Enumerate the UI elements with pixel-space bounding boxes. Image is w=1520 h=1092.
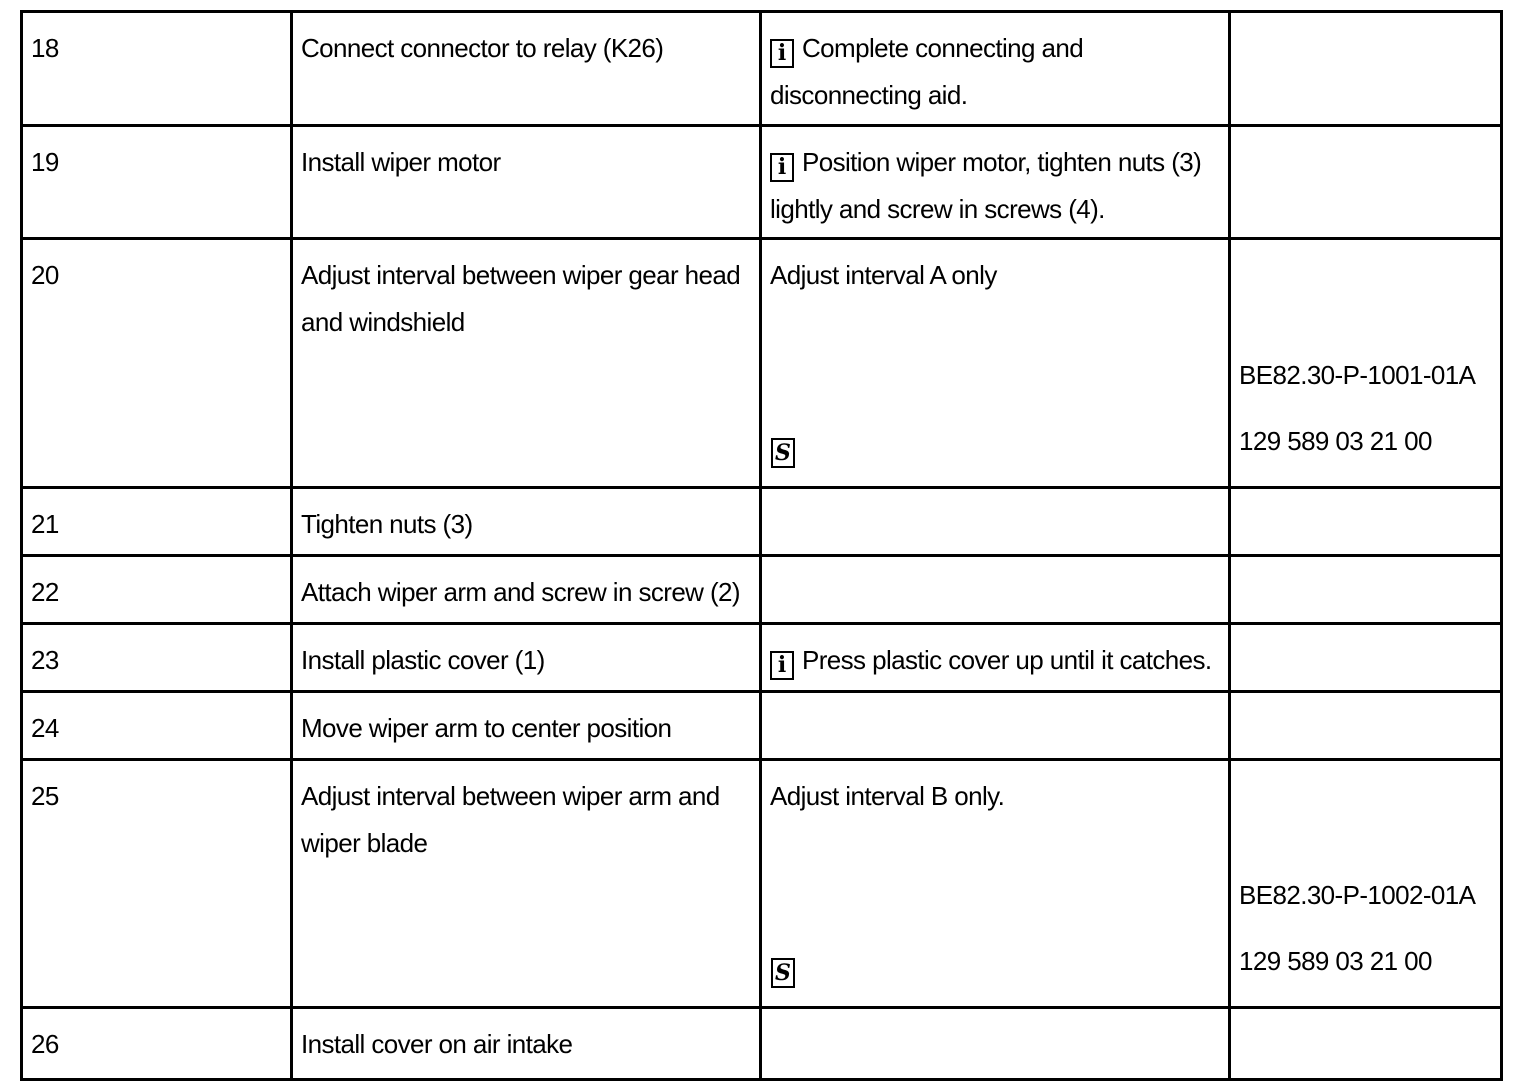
info-icon: i xyxy=(770,153,794,182)
table-row xyxy=(22,488,1502,556)
note-text: Position wiper motor, tighten nuts (3) lightly and screw in screws (4). xyxy=(770,147,1202,224)
info-icon: i xyxy=(770,39,794,68)
operation-cell xyxy=(292,12,761,126)
note-cell xyxy=(761,126,1230,239)
note-text: Adjust interval B only. xyxy=(770,781,1005,811)
step-number: 24 xyxy=(31,713,59,743)
note-cell xyxy=(761,624,1230,692)
note-cell xyxy=(761,1008,1230,1080)
operation-text: Tighten nuts (3) xyxy=(301,509,473,539)
step-number: 18 xyxy=(31,33,59,63)
reference-cell xyxy=(1230,556,1502,624)
step-number-cell xyxy=(22,239,292,488)
operation-text: Adjust interval between wiper gear head and windshield xyxy=(301,260,741,337)
reference-cell xyxy=(1230,239,1502,488)
table-row xyxy=(22,239,1502,488)
info-icon: i xyxy=(770,651,794,680)
note-cell xyxy=(761,239,1230,488)
note-cell xyxy=(761,760,1230,1008)
reference-cell xyxy=(1230,624,1502,692)
step-number: 25 xyxy=(31,781,59,811)
operation-text: Install cover on air intake xyxy=(301,1029,573,1059)
operation-cell xyxy=(292,624,761,692)
note-cell xyxy=(761,692,1230,760)
step-number-cell xyxy=(22,556,292,624)
step-number: 22 xyxy=(31,577,59,607)
table-row xyxy=(22,624,1502,692)
reference-cell xyxy=(1230,1008,1502,1080)
step-number-cell xyxy=(22,760,292,1008)
operation-cell xyxy=(292,760,761,1008)
table-row xyxy=(22,1008,1502,1080)
table-row xyxy=(22,126,1502,239)
operation-text: Adjust interval between wiper arm and wiper blade xyxy=(301,781,720,858)
table-row xyxy=(22,760,1502,1008)
operation-text: Install wiper motor xyxy=(301,147,501,177)
tool-icon: S xyxy=(771,958,795,988)
reference-cell xyxy=(1230,760,1502,1008)
operation-cell xyxy=(292,692,761,760)
reference-cell xyxy=(1230,692,1502,760)
step-number: 21 xyxy=(31,509,59,539)
operation-cell xyxy=(292,126,761,239)
note-cell xyxy=(761,12,1230,126)
note-text: Complete connecting and disconnecting aid. xyxy=(770,33,1084,110)
tool-part-number: 129 589 03 21 00 xyxy=(1239,426,1432,456)
step-number-cell xyxy=(22,488,292,556)
note-text: Adjust interval A only xyxy=(770,260,997,290)
step-number-cell xyxy=(22,692,292,760)
step-number: 26 xyxy=(31,1029,59,1059)
step-number: 20 xyxy=(31,260,59,290)
operation-text: Move wiper arm to center position xyxy=(301,713,672,743)
table-row xyxy=(22,692,1502,760)
operation-cell xyxy=(292,239,761,488)
tool-part-number: 129 589 03 21 00 xyxy=(1239,946,1432,976)
operation-cell xyxy=(292,1008,761,1080)
step-number-cell xyxy=(22,624,292,692)
table-row xyxy=(22,12,1502,126)
procedure-table xyxy=(20,10,1503,1081)
step-number-cell xyxy=(22,1008,292,1080)
operation-text: Attach wiper arm and screw in screw (2) xyxy=(301,577,740,607)
reference-code: BE82.30-P-1001-01A xyxy=(1239,360,1476,390)
note-cell xyxy=(761,488,1230,556)
table-row xyxy=(22,556,1502,624)
step-number-cell xyxy=(22,126,292,239)
operation-cell xyxy=(292,488,761,556)
step-number: 23 xyxy=(31,645,59,675)
step-number-cell xyxy=(22,12,292,126)
operation-text: Install plastic cover (1) xyxy=(301,645,545,675)
operation-cell xyxy=(292,556,761,624)
reference-cell xyxy=(1230,126,1502,239)
step-number: 19 xyxy=(31,147,59,177)
reference-cell xyxy=(1230,488,1502,556)
tool-icon: S xyxy=(771,438,795,468)
reference-cell xyxy=(1230,12,1502,126)
note-cell xyxy=(761,556,1230,624)
operation-text: Connect connector to relay (K26) xyxy=(301,33,664,63)
note-text: Press plastic cover up until it catches. xyxy=(802,645,1212,675)
reference-code: BE82.30-P-1002-01A xyxy=(1239,880,1476,910)
